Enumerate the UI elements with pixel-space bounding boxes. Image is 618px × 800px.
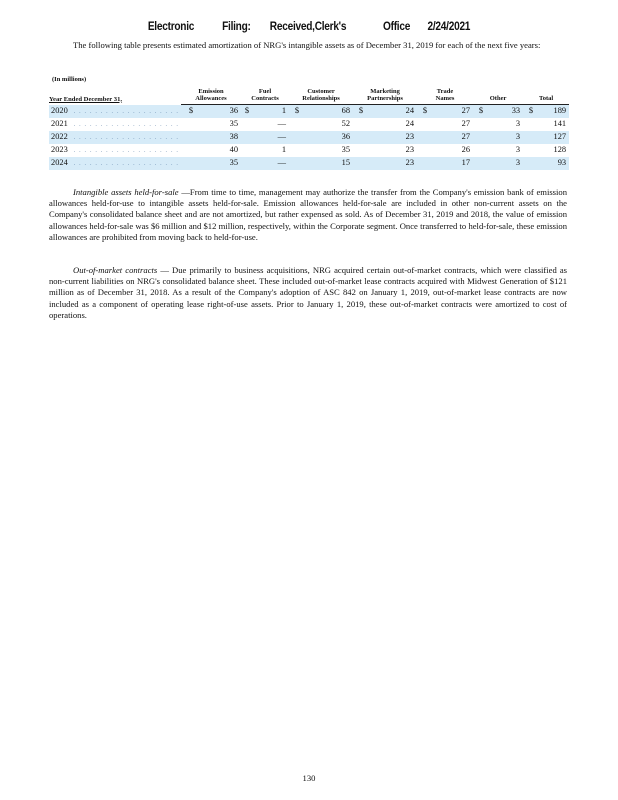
row-year: 2021 . . . . . . . . . . . . . . . . . . . . xyxy=(51,118,180,128)
currency-symbol xyxy=(241,144,251,157)
leader-dots: . . . . . . . . . . . . . . . . . . . . xyxy=(73,121,180,128)
currency-symbol: $ xyxy=(523,105,535,118)
currency-symbol xyxy=(473,118,485,131)
row-year: 2023 . . . . . . . . . . . . . . . . . . . . xyxy=(51,144,180,154)
cell-value: 93 xyxy=(535,157,569,170)
currency-symbol xyxy=(417,118,429,131)
cell-value: 35 xyxy=(341,145,351,154)
header-word-received: Received,Clerk's xyxy=(269,21,347,33)
cell-value: 52 xyxy=(341,119,351,128)
leader-dots: . . . . . . . . . . . . . . . . . . . . xyxy=(73,108,180,115)
cell-value: 36 xyxy=(301,131,353,144)
column-header-trade: Trade Names xyxy=(417,88,473,105)
table-row xyxy=(49,105,569,118)
cell-value: 35 xyxy=(229,119,239,128)
currency-symbol xyxy=(473,157,485,170)
column-header-total: Total xyxy=(523,88,569,105)
cell-value: 189 xyxy=(535,105,569,118)
leader-dots: . . . . . . . . . . . . . . . . . . . . xyxy=(73,147,180,154)
currency-symbol xyxy=(417,157,429,170)
cell-value: 24 xyxy=(365,105,417,118)
cell-value: 3 xyxy=(485,131,523,144)
cell-value: 23 xyxy=(365,131,417,144)
currency-symbol xyxy=(241,131,251,144)
currency-symbol xyxy=(353,157,365,170)
currency-symbol xyxy=(181,157,195,170)
table-header-row xyxy=(49,88,569,105)
cell-value: 27 xyxy=(429,131,473,144)
cell-value: 40 xyxy=(229,145,239,154)
currency-symbol xyxy=(181,118,195,131)
filing-header xyxy=(37,21,581,33)
currency-symbol xyxy=(417,131,429,144)
cell-value: 127 xyxy=(535,131,569,144)
cell-value: 3 xyxy=(515,119,521,128)
cell-value: 35 xyxy=(195,157,241,170)
cell-value: 24 xyxy=(405,119,415,128)
currency-symbol xyxy=(523,118,535,131)
cell-value: 3 xyxy=(515,145,521,154)
currency-symbol xyxy=(523,131,535,144)
currency-symbol: $ xyxy=(473,105,485,118)
currency-symbol xyxy=(353,131,365,144)
header-word-electronic: Electronic xyxy=(147,21,195,33)
currency-symbol xyxy=(417,144,429,157)
column-header-other: Other xyxy=(473,88,523,105)
currency-symbol xyxy=(473,131,485,144)
cell-value: 23 xyxy=(405,145,415,154)
cell-value: 15 xyxy=(301,157,353,170)
leader-dots: . . . . . . . . . . . . . . . . . . . . xyxy=(73,134,180,141)
currency-symbol xyxy=(289,157,301,170)
cell-value: 23 xyxy=(365,157,417,170)
cell-value: 68 xyxy=(301,105,353,118)
cell-value: 1 xyxy=(251,105,289,118)
cell-value: 33 xyxy=(485,105,523,118)
year-column-header: Year Ended December 31, xyxy=(49,95,123,103)
column-header-emission: Emission Allowances xyxy=(181,88,241,105)
page-number: 130 xyxy=(302,773,316,783)
cell-value: — xyxy=(251,131,289,144)
currency-symbol xyxy=(289,118,301,131)
cell-value: 1 xyxy=(281,145,287,154)
row-year: 2022 . . . . . . . . . . . . . . . . . . . . xyxy=(49,131,181,144)
currency-symbol xyxy=(241,118,251,131)
cell-value: 26 xyxy=(461,145,471,154)
cell-value: 36 xyxy=(195,105,241,118)
out-of-market-text: — Due primarily to business acquisitions, NRG acquired certain out-of-market contracts, which were classified as non-current liabilities on NRG's consolidated balance sheet. These included out-of-market lease contracts acquired with Midwest Generation of $121 million as of December 31, 2018. As a result of the Company's adoption of ASC 842 on January 1, 2019, out-of-market lease contracts are now included as a component of operating lease right-of-use assets. Prior to January 1, 2019, these out-of-market contracts were amortized to cost of operations. xyxy=(49,265,567,320)
table-row xyxy=(49,118,569,131)
cell-value: 27 xyxy=(429,105,473,118)
currency-symbol: $ xyxy=(241,105,251,118)
row-year: 2024 . . . . . . . . . . . . . . . . . . . . xyxy=(49,157,181,170)
cell-value: 141 xyxy=(553,119,567,128)
out-of-market-paragraph xyxy=(49,265,567,321)
amortization-table-container xyxy=(49,88,569,170)
header-word-filing: Filing: xyxy=(222,21,251,33)
table-row xyxy=(49,144,569,157)
currency-symbol xyxy=(181,131,195,144)
cell-value: — xyxy=(277,119,287,128)
column-header-marketing: Marketing Partnerships xyxy=(353,88,417,105)
currency-symbol xyxy=(289,144,301,157)
intro-paragraph: The following table presents estimated amortization of NRG's intangible assets as of December 31, 2019 for each of the next five years: xyxy=(73,40,541,50)
cell-value: 17 xyxy=(429,157,473,170)
units-label: (In millions) xyxy=(52,76,87,83)
cell-value: 27 xyxy=(461,119,471,128)
cell-value: 128 xyxy=(553,145,567,154)
currency-symbol xyxy=(181,144,195,157)
cell-value: — xyxy=(251,157,289,170)
currency-symbol xyxy=(473,144,485,157)
currency-symbol xyxy=(523,144,535,157)
currency-symbol xyxy=(241,157,251,170)
held-for-sale-title: Intangible assets held-for-sale xyxy=(73,187,179,197)
cell-value: 38 xyxy=(195,131,241,144)
currency-symbol xyxy=(289,131,301,144)
currency-symbol: $ xyxy=(181,105,195,118)
out-of-market-title: Out-of-market contracts xyxy=(73,265,158,275)
held-for-sale-paragraph xyxy=(49,187,567,243)
amortization-table xyxy=(49,88,569,170)
header-word-office: Office xyxy=(382,21,411,33)
held-for-sale-text: —From time to time, management may authorize the transfer from the Company's emission bank of emission allowances held-for-use to intangible assets held-for-sale. Emission allowances held-for-sale are included in other non-current assets on the Company's consolidated balance sheet and are not amortized, but rather expensed as sold. As of December 31, 2019 and 2018, the value of emission allowances held-for-sale was $6 million and $12 million, respectively, within the Corporate segment. Once transferred to held-for-sale, these emission allowances are prohibited from moving back to held-for-use. xyxy=(49,187,567,242)
currency-symbol: $ xyxy=(417,105,429,118)
currency-symbol xyxy=(523,157,535,170)
currency-symbol xyxy=(353,144,365,157)
column-header-fuel: Fuel Contracts xyxy=(241,88,289,105)
leader-dots: . . . . . . . . . . . . . . . . . . . . xyxy=(73,160,180,167)
currency-symbol: $ xyxy=(353,105,365,118)
header-date: 2/24/2021 xyxy=(427,21,471,33)
table-row xyxy=(49,131,569,144)
cell-value: 3 xyxy=(485,157,523,170)
row-year: 2020 . . . . . . . . . . . . . . . . . . . . xyxy=(49,105,181,118)
table-row xyxy=(49,157,569,170)
currency-symbol: $ xyxy=(289,105,301,118)
currency-symbol xyxy=(353,118,365,131)
column-header-customer: Customer Relationships xyxy=(289,88,353,105)
